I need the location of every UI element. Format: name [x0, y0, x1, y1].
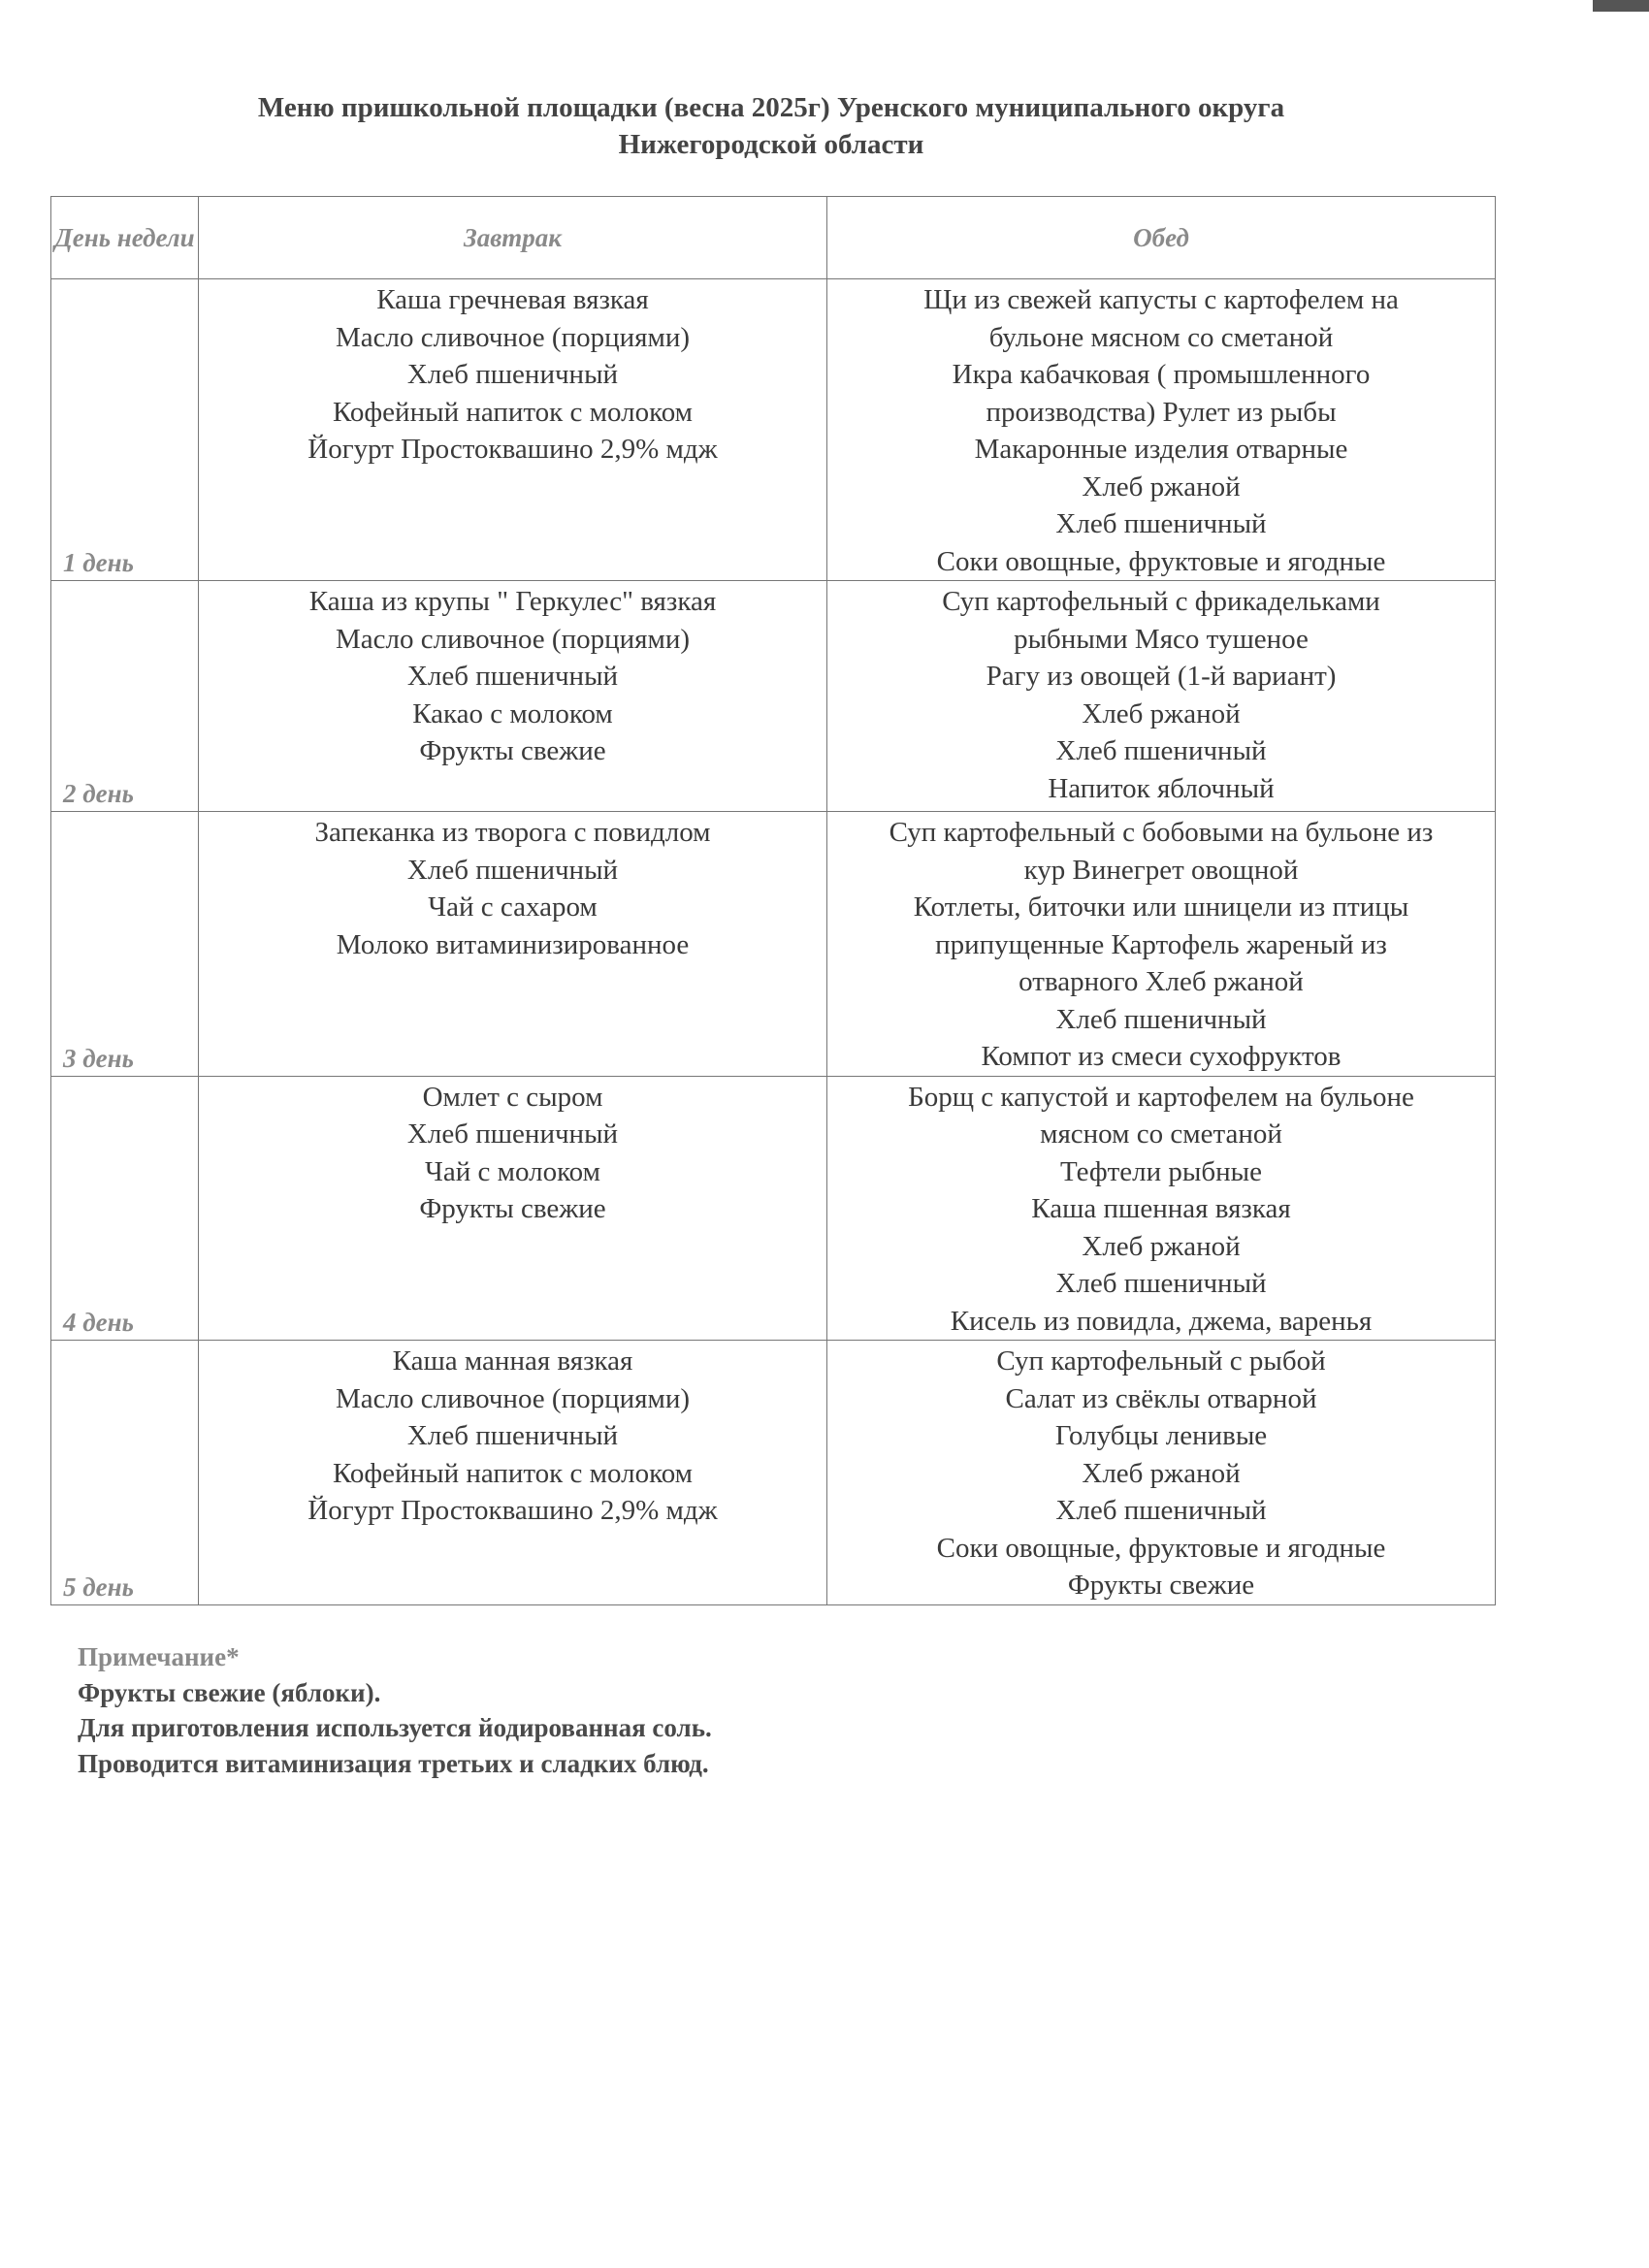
breakfast-cell [199, 581, 827, 812]
dish-item: Хлеб пшеничный [1055, 735, 1267, 766]
dish-item: отварного Хлеб ржаной [1018, 966, 1304, 997]
dish-item: припущенные Картофель жареный из [935, 928, 1387, 960]
breakfast-cell [199, 812, 827, 1077]
dish-item: Фрукты свежие [419, 1193, 606, 1224]
dish-item: Хлеб пшеничный [1055, 508, 1267, 539]
dish-item: Каша гречневая вязкая [376, 284, 649, 315]
dish-item: Фрукты свежие [419, 735, 606, 766]
menu-table-body [51, 279, 1496, 1605]
dish-item: Фрукты свежие [1067, 1570, 1255, 1601]
dish-item: Хлеб пшеничный [406, 1118, 619, 1150]
table-header-row [51, 197, 1496, 279]
dish-item: Каша пшенная вязкая [1031, 1193, 1291, 1224]
dish-item: Омлет с сыром [422, 1081, 603, 1113]
dish-item: Суп картофельный с рыбой [996, 1345, 1326, 1377]
dish-item: Напиток яблочный [1048, 772, 1275, 804]
menu-table [50, 196, 1496, 1605]
dish-item: Салат из свёклы отварной [1005, 1382, 1317, 1414]
notes-section [78, 1639, 712, 1781]
table-row [51, 812, 1496, 1077]
table-row [51, 1076, 1496, 1341]
table-row [51, 581, 1496, 812]
dish-item: производства) Рулет из рыбы [986, 396, 1337, 428]
dish-item: Хлеб ржаной [1082, 697, 1241, 729]
title-line-2: Нижегородской области [618, 129, 924, 160]
dish-item: Суп картофельный с фрикадельками [942, 586, 1380, 617]
lunch-cell [827, 812, 1496, 1077]
dish-item: Хлеб ржаной [1082, 1457, 1241, 1489]
day-cell: 3 день [51, 812, 199, 1077]
table-row [51, 1341, 1496, 1605]
breakfast-cell [199, 1076, 827, 1341]
dish-item: Макаронные изделия отварные [974, 434, 1348, 465]
dish-item: Компот из смеси сухофруктов [981, 1041, 1342, 1072]
document-title [0, 89, 1542, 163]
dish-item: Соки овощные, фруктовые и ягодные [936, 1532, 1386, 1564]
dish-item: Йогурт Простоквашино 2,9% мдж [307, 434, 718, 465]
dish-item: Борщ с капустой и картофелем на бульоне [908, 1081, 1414, 1113]
dish-item: Хлеб пшеничный [406, 854, 619, 886]
dish-item: Котлеты, биточки или шницели из птицы [913, 891, 1409, 923]
breakfast-cell [199, 279, 827, 581]
dish-item: Рагу из овощей (1-й вариант) [986, 661, 1337, 692]
day-cell: 1 день [51, 279, 199, 581]
dish-item: Масло сливочное (порциями) [335, 321, 691, 353]
note-line: Для приготовления используется йодированная соль. [78, 1713, 712, 1742]
dish-item: Хлеб пшеничный [1055, 1003, 1267, 1035]
header-lunch: Обед [827, 197, 1496, 279]
dish-item: Икра кабачковая ( промышленного [952, 359, 1371, 390]
dish-item: Йогурт Простоквашино 2,9% мдж [307, 1495, 718, 1526]
lunch-cell [827, 1076, 1496, 1341]
dish-item: Масло сливочное (порциями) [335, 623, 691, 655]
note-line: Фрукты свежие (яблоки). [78, 1677, 381, 1707]
dish-item: Соки овощные, фруктовые и ягодные [936, 545, 1386, 577]
day-cell: 4 день [51, 1076, 199, 1341]
day-cell: 2 день [51, 581, 199, 812]
dish-item: Хлеб пшеничный [1055, 1495, 1267, 1526]
dish-item: Каша манная вязкая [392, 1345, 633, 1377]
dish-item: Кофейный напиток с молоком [332, 396, 693, 428]
header-day: День недели [51, 197, 199, 279]
notes-title: Примечание* [78, 1642, 240, 1671]
dish-item: Какао с молоком [412, 697, 613, 729]
title-line-1: Меню пришкольной площадки (весна 2025г) Уренского муниципального округа [257, 92, 1285, 123]
dish-item: Кофейный напиток с молоком [332, 1457, 693, 1489]
dish-item: Хлеб пшеничный [406, 1420, 619, 1451]
note-line: Проводится витаминизация третьих и сладких блюд. [78, 1748, 709, 1778]
lunch-cell [827, 581, 1496, 812]
dish-item: Голубцы ленивые [1054, 1420, 1268, 1451]
dish-item: Каша из крупы " Геркулес" вязкая [308, 586, 717, 617]
dish-item: Хлеб пшеничный [406, 661, 619, 692]
dish-item: Молоко витаминизированное [336, 928, 690, 960]
lunch-cell [827, 1341, 1496, 1605]
scan-edge-mark [1593, 0, 1649, 12]
dish-item: Кисель из повидла, джема, варенья [950, 1305, 1373, 1337]
header-breakfast: Завтрак [199, 197, 827, 279]
table-row [51, 279, 1496, 581]
dish-item: Масло сливочное (порциями) [335, 1382, 691, 1414]
lunch-cell [827, 279, 1496, 581]
dish-item: Хлеб пшеничный [1055, 1268, 1267, 1299]
dish-item: Запеканка из творога с повидлом [314, 817, 711, 848]
dish-item: Щи из свежей капусты с картофелем на [923, 284, 1399, 315]
dish-item: Суп картофельный с бобовыми на бульоне из [889, 817, 1434, 848]
day-cell: 5 день [51, 1341, 199, 1605]
dish-item: Тефтели рыбные [1059, 1155, 1263, 1187]
breakfast-cell [199, 1341, 827, 1605]
dish-item: кур Винегрет овощной [1023, 854, 1299, 886]
dish-item: Чай с молоком [425, 1155, 600, 1187]
dish-item: бульоне мясном со сметаной [988, 321, 1334, 353]
dish-item: Хлеб ржаной [1082, 1230, 1241, 1262]
dish-item: Хлеб пшеничный [406, 359, 619, 390]
dish-item: Чай с сахаром [428, 891, 598, 923]
dish-item: Хлеб ржаной [1082, 470, 1241, 502]
dish-item: рыбными Мясо тушеное [1014, 623, 1309, 655]
dish-item: мясном со сметаной [1040, 1118, 1282, 1150]
